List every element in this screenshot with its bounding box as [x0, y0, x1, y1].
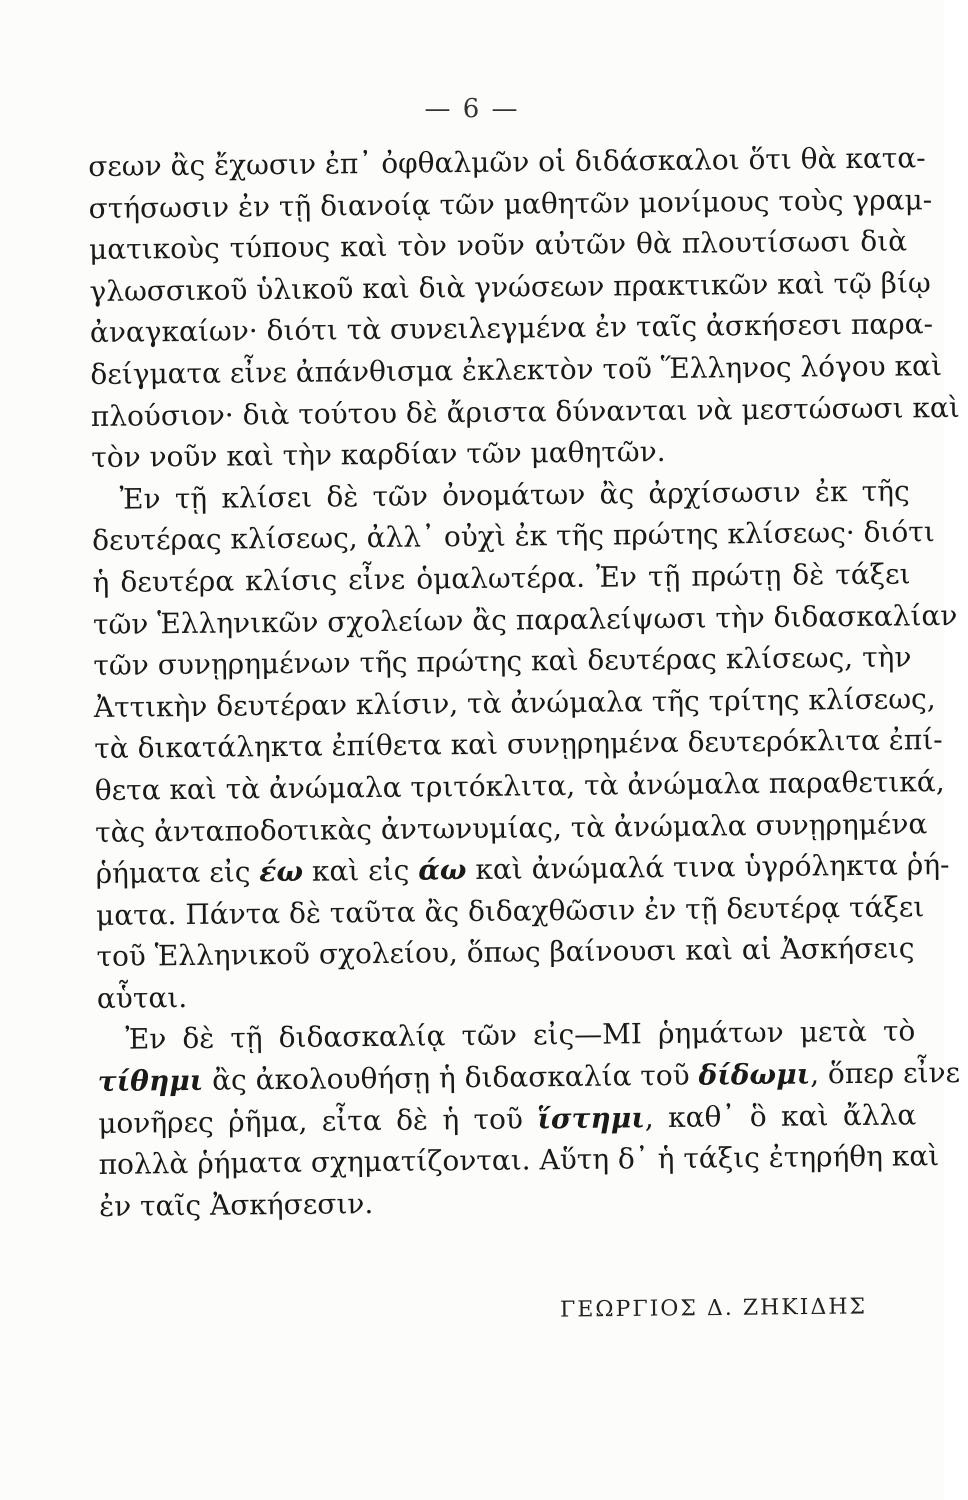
text-segment: ματα. Πάντα δὲ ταῦτα ἂς διδαχθῶσιν ἐν τῇ δευτέρᾳ τάξει	[95, 889, 925, 932]
text-segment: τοῦ Ἑλληνικοῦ σχολείου, ὅπως βαίνουσι καὶ αἱ Ἀσκήσεις	[96, 931, 915, 974]
text-segment: τῶν συνῃρημένων τῆς πρώτης καὶ δευτέρας κλίσεως, τὴν	[93, 640, 912, 683]
text-segment: πολλὰ ῥήματα σχηματίζονται. Αὕτη δ᾽ ἡ τάξις ἐτηρήθη καὶ	[98, 1139, 940, 1182]
text-segment: αὗται.	[96, 980, 188, 1015]
text-segment: ἀναγκαίων· διότι τὰ συνειλεγμένα ἐν ταῖς ἀσκήσεσι παρα-	[89, 307, 934, 350]
text-line	[99, 1177, 917, 1227]
text-line	[96, 928, 914, 978]
text-segment: δευτέρας κλίσεως, ἀλλ᾽ οὐχὶ ἐκ τῆς πρώτης κλίσεως· διότι	[91, 515, 935, 558]
text-segment: γλωσσικοῦ ὑλικοῦ καὶ διὰ γνώσεων πρακτικῶν καὶ τῷ βίῳ	[89, 265, 931, 308]
text-segment: τὰ δικατάληκτα ἐπίθετα καὶ συνῃρημένα δευτερόκλιτα ἐπί-	[94, 723, 943, 766]
text-segment: ματικοὺς τύπους καὶ τὸν νοῦν αὐτῶν θὰ πλουτίσωσι διὰ	[88, 224, 908, 267]
text-segment: ἡ δευτέρα κλίσις εἶνε ὁμαλωτέρα. Ἐν τῇ πρώτῃ δὲ τάξει	[92, 557, 911, 599]
text-segment: Ἀττικὴν δευτέραν κλίσιν, τὰ ἀνώμαλα τῆς τρίτης κλίσεως,	[93, 681, 936, 724]
text-segment: ἂς ἀκολουθήσῃ ἡ διδασκαλία τοῦ	[203, 1058, 699, 1097]
author-signature: ΓΕΩΡΓΙΟΣ Δ. ΖΗΚΙΔΗΣ	[559, 1294, 868, 1323]
text-segment: ῥήματα εἰς	[95, 855, 260, 891]
text-segment: καὶ ἀνώμαλά τινα ὑγρόληκτα ῥή-	[466, 848, 950, 887]
emphasized-term: άω	[418, 853, 467, 887]
emphasized-term: δίδωμι	[698, 1057, 811, 1092]
text-line	[98, 1136, 940, 1186]
text-segment: στήσωσιν ἐν τῇ διανοίᾳ τῶν μαθητῶν μονίμους τοὺς γραμ-	[88, 182, 933, 225]
text-line	[90, 387, 960, 437]
body-text	[88, 137, 961, 1227]
emphasized-term: τίθημι	[97, 1063, 204, 1099]
text-segment: τῶν Ἑλληνικῶν σχολείων ἂς παραλείψωσι τὴν διδασκαλίαν	[92, 598, 958, 641]
text-segment: δείγματα εἶνε ἀπάνθισμα ἐκλεκτὸν τοῦ Ἕλληνος λόγου καὶ	[90, 349, 943, 391]
text-segment: , ὅπερ εἶνε	[809, 1055, 961, 1091]
page-number: — 6 —	[424, 94, 520, 124]
text-segment: καὶ εἰς	[302, 853, 419, 888]
text-segment: , καθ᾽ ὃ καὶ ἄλλα	[644, 1098, 917, 1134]
text-segment: θετα καὶ τὰ ἀνώμαλα τριτόκλιτα, τὰ ἀνώμαλα παραθετικά,	[94, 764, 945, 807]
text-segment: Ἐν δὲ τῇ διδασκαλίᾳ τῶν εἰς—ΜΙ ῥημάτων μετὰ τὸ	[125, 1014, 916, 1057]
text-segment: ἐν ταῖς Ἀσκήσεσιν.	[98, 1186, 374, 1223]
text-segment: Ἐν τῇ κλίσει δὲ τῶν ὀνομάτων ἂς ἀρχίσωσιν ἐκ τῆς	[119, 474, 910, 516]
text-segment: σεων ἂς ἔχωσιν ἐπ᾽ ὀφθαλμῶν οἱ διδάσκαλοι ὅτι θὰ κατα-	[88, 141, 926, 183]
emphasized-term: έω	[259, 854, 304, 889]
text-segment: τὰς ἀνταποδοτικὰς ἀντωνυμίας, τὰ ἀνώμαλα συνῃρημένα	[95, 806, 928, 849]
text-segment: πλούσιον· διὰ τούτου δὲ ἄριστα δύνανται νὰ μεστώσωσι καὶ	[90, 390, 960, 433]
text-segment: μονῆρες ῥῆμα, εἶτα δὲ ἡ τοῦ	[98, 1102, 538, 1140]
emphasized-term: ἵστημι	[537, 1100, 645, 1136]
text-segment: τὸν νοῦν καὶ τὴν καρδίαν τῶν μαθητῶν.	[91, 435, 666, 475]
